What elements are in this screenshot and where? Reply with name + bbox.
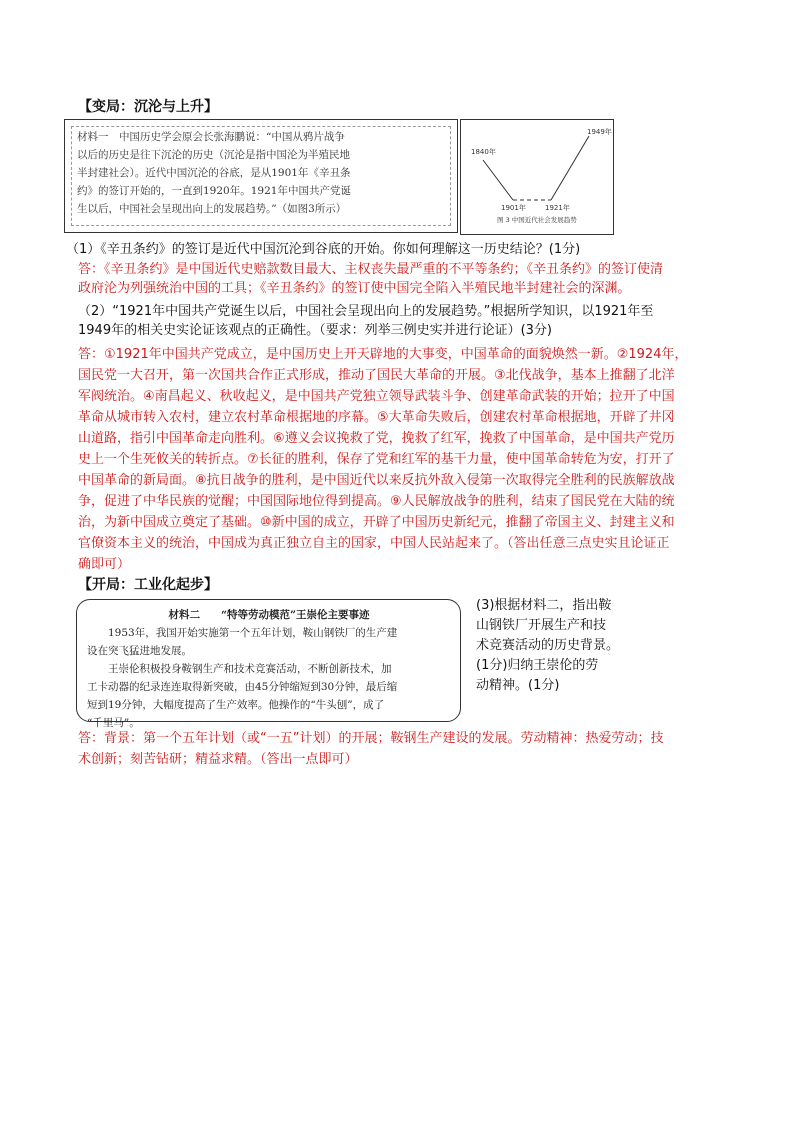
answer-1-line: 答：《辛丑条约》是中国近代史赔款数目最大、主权丧失最严重的不平等条约；《辛丑条约》的签订使清	[78, 262, 664, 277]
question-3-line: 动精神。(1分)	[476, 678, 560, 693]
label-1901: 1901年	[501, 204, 526, 212]
material-2-line: 设在突飞猛进地发展。	[87, 645, 192, 657]
material-2-text	[87, 606, 451, 732]
question-3-line: 术竞赛活动的历史背景。	[476, 638, 620, 653]
answer-2	[78, 344, 687, 575]
material-2-line: 工卡动器的纪录连连取得新突破，由45分钟缩短到30分钟，最后缩	[87, 681, 398, 693]
figure-3-caption: 图 3 中国近代社会发展趋势	[497, 216, 577, 224]
answer-2-line: 治，为新中国成立奠定了基础。⑩新中国的成立，开辟了中国历史新纪元，推翻了帝国主义、封建主义和	[78, 515, 675, 530]
answer-2-line: 山道路，指引中国革命走向胜利。⑥遵义会议挽救了党，挽救了红军，挽救了中国革命，是中国共产党历	[78, 431, 675, 446]
answer-3-line: 答：背景：第一个五年计划（或“一五”计划）的开展；鞍钢生产建设的发展。劳动精神：热爱劳动；技	[78, 731, 664, 746]
material-1-box	[64, 119, 458, 233]
figure-3-diagram	[461, 120, 613, 234]
material-1-line: 半封建社会）。近代中国沉沦的谷底，是从1901年《辛丑条	[77, 167, 351, 179]
question-2-line: 1949年的相关史实论证该观点的正确性。（要求：列举三例史实并进行论证）(3分)	[78, 323, 552, 338]
answer-2-line: 确即可）	[78, 557, 131, 572]
material-1-line: 以后的历史是往下沉沦的历史（沉沦是指中国沦为半殖民地	[77, 149, 350, 161]
material-2-box	[76, 599, 461, 729]
answer-1	[78, 260, 663, 298]
answer-2-line: 史上一个生死攸关的转折点。⑦长征的胜利，保存了党和红军的基干力量，使中国革命转危为安，打开了	[78, 452, 675, 467]
material-1-text	[77, 128, 449, 218]
material-2-line: 王崇伦积极投身鞍钢生产和技术竞赛活动，不断创新技术，加	[87, 663, 392, 675]
answer-2-line: 革命从城市转入农村，建立农村革命根据地的序幕。⑤大革命失败后，创建农村革命根据地，开辟了井冈	[78, 410, 675, 425]
answer-2-line: 争，促进了中华民族的觉醒；中国国际地位得到提高。⑨人民解放战争的胜利，结束了国民党在大陆的统	[78, 494, 675, 509]
material-2-line: 1953年，我国开始实施第一个五年计划，鞍山钢铁厂的生产建	[87, 627, 398, 639]
material-2-line: “千里马”。	[87, 717, 140, 729]
trend-line-decline	[483, 160, 513, 200]
question-3-line: (3)根据材料二，指出鞍	[476, 598, 612, 613]
label-1949: 1949年	[587, 128, 612, 136]
answer-2-line: 答：①1921年中国共产党成立，是中国历史上开天辟地的大事变，中国革命的面貌焕然一新。②1924年，	[78, 347, 688, 362]
question-3-line: 山钢铁厂开展生产和技	[476, 618, 607, 633]
question-1: （1）《辛丑条约》的签订是近代中国沉沦到谷底的开始。你如何理解这一历史结论？(1分)	[66, 242, 581, 257]
material-1-line: 材料一 中国历史学会原会长张海鹏说：“中国从鸦片战争	[77, 131, 345, 143]
answer-2-line: 中国革命的新局面。⑧抗日战争的胜利，是中国近代以来反抗外敌入侵第一次取得完全胜利的民族解放战	[78, 473, 675, 488]
answer-2-line: 官僚资本主义的统治，中国成为真正独立自主的国家，中国人民站起来了。（答出任意三点史实且论证正	[78, 536, 670, 551]
answer-3	[78, 728, 663, 770]
label-1921: 1921年	[545, 204, 570, 212]
answer-2-line: 军阀统治。④南昌起义、秋收起义，是中国共产党独立领导武装斗争、创建革命武装的开始；拉开了中国	[78, 389, 675, 404]
material-1-line: 生以后，中国社会呈现出向上的发展趋势。”（如图3所示）	[77, 203, 347, 215]
question-2	[78, 302, 653, 340]
question-3-line: (1分)归纳王崇伦的劳	[476, 658, 599, 673]
material-2-line: 短到19分钟，大幅度提高了生产效率。他操作的“牛头刨”，成了	[87, 699, 385, 711]
section-heading-1: 【变局：沉沦与上升】	[78, 99, 218, 115]
question-2-line: （2）“1921年中国共产党诞生以后，中国社会呈现出向上的发展趋势。”根据所学知识，以1921年至	[78, 304, 654, 319]
section-heading-2: 【开局：工业化起步】	[78, 577, 218, 593]
label-1840: 1840年	[471, 148, 496, 156]
figure-3-box	[460, 119, 614, 235]
material-2-title: 材料二 “特等劳动模范”王崇伦主要事迹	[168, 609, 370, 621]
material-1-line: 约》的签订开始的，一直到1920年。1921年中国共产党诞	[77, 185, 351, 197]
answer-2-line: 国民党一大召开，第一次国共合作正式形成，推动了国民大革命的开展。③北伐战争，基本上推翻了北洋	[78, 368, 675, 383]
answer-3-line: 术创新；刻苦钻研；精益求精。（答出一点即可）	[78, 752, 358, 767]
trend-line-rise	[551, 136, 589, 200]
answer-1-line: 政府沦为列强统治中国的工具；《辛丑条约》的签订使中国完全陷入半殖民地半封建社会的深渊。	[78, 281, 631, 296]
question-3	[476, 596, 636, 696]
